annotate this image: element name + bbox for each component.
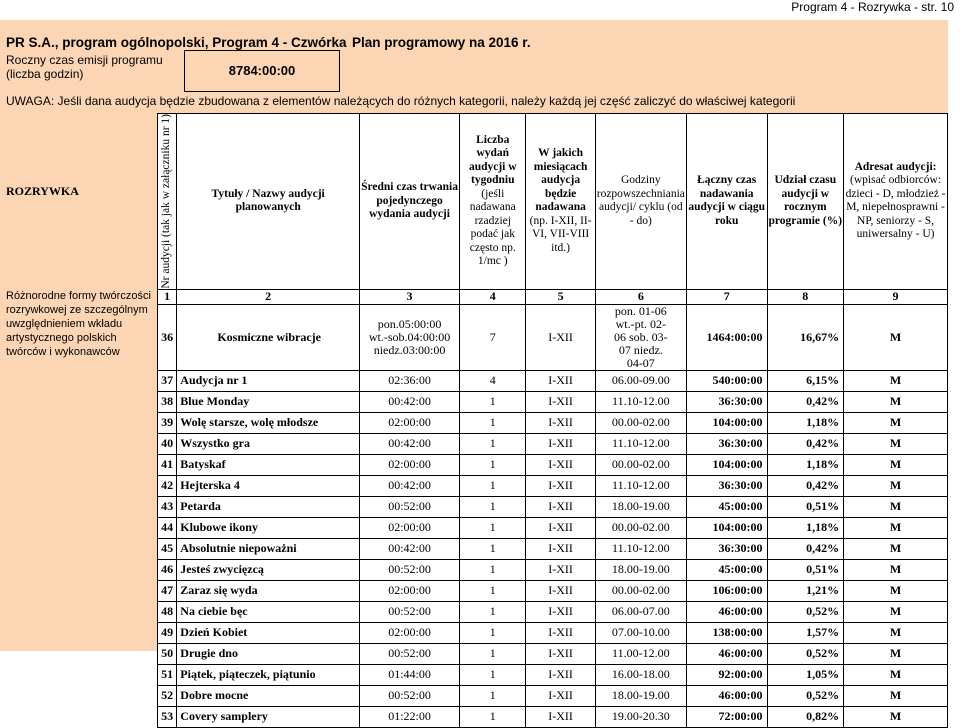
row-avg-time: 00:42:00: [360, 475, 460, 496]
header-nr: Nr audycji (tak jak w załączniku nr 1): [158, 114, 177, 290]
program-table: [157, 113, 948, 728]
row-months: I-XII: [526, 601, 595, 622]
column-number: 4: [460, 289, 526, 304]
row-share: 1,18%: [767, 454, 844, 475]
row-hours: 00.00-02.00: [595, 454, 686, 475]
row-title: Wolę starsze, wolę młodsze: [177, 412, 360, 433]
row-total: 138:00:00: [686, 622, 767, 643]
row-title: Dobre mocne: [177, 685, 360, 706]
row-number: 45: [158, 538, 177, 559]
row-hours: 11.10-12.00: [595, 391, 686, 412]
row-addressee: M: [844, 643, 948, 664]
row-count: 1: [460, 517, 526, 538]
row-hours: 11.10-12.00: [595, 538, 686, 559]
category-label: ROZRYWKA: [6, 184, 79, 198]
row-months: I-XII: [526, 496, 595, 517]
row-number: 37: [158, 370, 177, 391]
row-total: 540:00:00: [686, 370, 767, 391]
row-count: 1: [460, 643, 526, 664]
row-months: I-XII: [526, 622, 595, 643]
row-number: 49: [158, 622, 177, 643]
row-hours: 18.00-19.00: [595, 685, 686, 706]
row-avg-time: 02:00:00: [360, 454, 460, 475]
row-months: I-XII: [526, 643, 595, 664]
table-row: [158, 601, 948, 622]
row-total: 45:00:00: [686, 559, 767, 580]
row-count: 1: [460, 538, 526, 559]
row-addressee: M: [844, 370, 948, 391]
row-share: 1,18%: [767, 412, 844, 433]
row-title: Klubowe ikony: [177, 517, 360, 538]
row-addressee: M: [844, 622, 948, 643]
table-row: [158, 304, 948, 370]
row-addressee: M: [844, 433, 948, 454]
row-months: I-XII: [526, 580, 595, 601]
column-number: 8: [767, 289, 844, 304]
header-hours: Godziny rozpowszechniania audycji/ cyklu (od - do): [595, 114, 686, 290]
row-months: I-XII: [526, 517, 595, 538]
row-number: 47: [158, 580, 177, 601]
table-row: [158, 643, 948, 664]
row-share: 0,42%: [767, 475, 844, 496]
row-hours: 00.00-02.00: [595, 517, 686, 538]
row-total: 92:00:00: [686, 664, 767, 685]
row-number: 39: [158, 412, 177, 433]
page-title: [6, 35, 531, 50]
table-row: [158, 706, 948, 727]
row-share: 16,67%: [767, 304, 844, 370]
row-hours: 11.10-12.00: [595, 433, 686, 454]
row-months: I-XII: [526, 412, 595, 433]
row-number: 51: [158, 664, 177, 685]
row-months: I-XII: [526, 391, 595, 412]
row-months: I-XII: [526, 433, 595, 454]
table-row: [158, 622, 948, 643]
row-months: I-XII: [526, 538, 595, 559]
row-total: 1464:00:00: [686, 304, 767, 370]
row-addressee: M: [844, 601, 948, 622]
row-hours: 06.00-09.00: [595, 370, 686, 391]
row-addressee: M: [844, 496, 948, 517]
table-row: [158, 685, 948, 706]
row-title: Petarda: [177, 496, 360, 517]
row-share: 0,51%: [767, 559, 844, 580]
row-count: 1: [460, 496, 526, 517]
row-share: 6,15%: [767, 370, 844, 391]
row-title: Covery samplery: [177, 706, 360, 727]
row-count: 1: [460, 622, 526, 643]
row-avg-time: 02:00:00: [360, 517, 460, 538]
header-avg-time: Średni czas trwania pojedynczego wydania audycji: [360, 114, 460, 290]
row-total: 104:00:00: [686, 517, 767, 538]
row-number: 41: [158, 454, 177, 475]
row-total: 36:30:00: [686, 391, 767, 412]
row-months: I-XII: [526, 475, 595, 496]
row-total: 46:00:00: [686, 685, 767, 706]
row-number: 53: [158, 706, 177, 727]
row-avg-time: 00:42:00: [360, 538, 460, 559]
row-total: 45:00:00: [686, 496, 767, 517]
row-count: 1: [460, 664, 526, 685]
row-avg-time: 02:36:00: [360, 370, 460, 391]
row-count: 1: [460, 433, 526, 454]
row-count: 1: [460, 391, 526, 412]
row-share: 0,42%: [767, 433, 844, 454]
row-avg-time: pon.05:00:00 wt.-sob.04:00:00 niedz.03:00:00: [360, 304, 460, 370]
row-number: 50: [158, 643, 177, 664]
row-addressee: M: [844, 304, 948, 370]
row-addressee: M: [844, 517, 948, 538]
row-hours: pon. 01-06 wt.-pt. 02-06 sob. 03-07 niedz. 04-07: [595, 304, 686, 370]
table-row: [158, 538, 948, 559]
row-hours: 07.00-10.00: [595, 622, 686, 643]
row-addressee: M: [844, 391, 948, 412]
column-number: 1: [158, 289, 177, 304]
row-title: Zaraz się wyda: [177, 580, 360, 601]
table-body: [158, 370, 948, 727]
row-hours: 00.00-02.00: [595, 412, 686, 433]
row-hours: 06.00-07.00: [595, 601, 686, 622]
row-avg-time: 00:52:00: [360, 496, 460, 517]
row-share: 1,18%: [767, 517, 844, 538]
row-months: I-XII: [526, 454, 595, 475]
note-text: UWAGA: Jeśli dana audycja będzie zbudowana z elementów należących do różnych kategorii, należy każdą jej część zaliczyć do właściwej kategorii: [6, 94, 796, 108]
row-months: I-XII: [526, 559, 595, 580]
row-hours: 00.00-02.00: [595, 580, 686, 601]
row-months: I-XII: [526, 706, 595, 727]
row-title: Audycja nr 1: [177, 370, 360, 391]
annual-time-label: Roczny czas emisji programu (liczba godzin): [6, 53, 163, 81]
column-number: 7: [686, 289, 767, 304]
row-count: 1: [460, 412, 526, 433]
table-row: [158, 475, 948, 496]
header-count: Liczba wydań audycji w tygodniu (jeśli nadawana rzadziej podać jak często np. 1/mc ): [460, 114, 526, 290]
row-hours: 18.00-19.00: [595, 496, 686, 517]
column-numbers-row: [158, 289, 948, 304]
row-avg-time: 00:52:00: [360, 685, 460, 706]
page-header: Program 4 - Rozrywka - str. 10: [791, 0, 954, 14]
table-row: [158, 370, 948, 391]
table-header-row: [158, 114, 948, 290]
row-avg-time: 00:52:00: [360, 559, 460, 580]
table-row: [158, 664, 948, 685]
row-title: Piątek, piąteczek, piątunio: [177, 664, 360, 685]
row-number: 44: [158, 517, 177, 538]
row-hours: 11.10-12.00: [595, 475, 686, 496]
column-number: 6: [595, 289, 686, 304]
row-share: 0,52%: [767, 643, 844, 664]
column-number: 3: [360, 289, 460, 304]
row-hours: 11.00-12.00: [595, 643, 686, 664]
row-hours: 19.00-20.30: [595, 706, 686, 727]
row-title: Jesteś zwycięzcą: [177, 559, 360, 580]
broadcaster-title: PR S.A., program ogólnopolski, Program 4 - Czwórka: [6, 35, 347, 50]
row-count: 1: [460, 685, 526, 706]
category-description: Różnorodne formy twórczości rozrywkowej ze szczególnym uwzględnieniem wkładu artystycznego polskich twórców i wykonawców: [6, 290, 151, 358]
table-row: [158, 391, 948, 412]
row-share: 1,05%: [767, 664, 844, 685]
column-number: 2: [177, 289, 360, 304]
row-avg-time: 00:52:00: [360, 643, 460, 664]
row-avg-time: 00:52:00: [360, 601, 460, 622]
table-row: [158, 412, 948, 433]
row-avg-time: 01:22:00: [360, 706, 460, 727]
row-total: 36:30:00: [686, 433, 767, 454]
program-sheet: [0, 20, 948, 724]
row-addressee: M: [844, 454, 948, 475]
row-count: 7: [460, 304, 526, 370]
row-count: 1: [460, 580, 526, 601]
row-share: 0,52%: [767, 685, 844, 706]
row-avg-time: 02:00:00: [360, 580, 460, 601]
row-total: 104:00:00: [686, 454, 767, 475]
table-row: [158, 496, 948, 517]
row-total: 46:00:00: [686, 601, 767, 622]
row-count: 1: [460, 475, 526, 496]
row-share: 0,52%: [767, 601, 844, 622]
annual-time-value: 8784:00:00: [184, 50, 340, 92]
row-number: 52: [158, 685, 177, 706]
row-hours: 16.00-18.00: [595, 664, 686, 685]
row-avg-time: 01:44:00: [360, 664, 460, 685]
row-count: 1: [460, 454, 526, 475]
row-share: 1,57%: [767, 622, 844, 643]
row-share: 0,42%: [767, 538, 844, 559]
row-avg-time: 02:00:00: [360, 412, 460, 433]
row-count: 1: [460, 706, 526, 727]
row-title: Batyskaf: [177, 454, 360, 475]
row-total: 36:30:00: [686, 475, 767, 496]
row-total: 106:00:00: [686, 580, 767, 601]
row-months: I-XII: [526, 304, 595, 370]
row-addressee: M: [844, 706, 948, 727]
table-row: [158, 433, 948, 454]
table-row: [158, 517, 948, 538]
table-row: [158, 454, 948, 475]
row-total: 104:00:00: [686, 412, 767, 433]
row-count: 4: [460, 370, 526, 391]
row-title: Wszystko gra: [177, 433, 360, 454]
row-addressee: M: [844, 664, 948, 685]
row-hours: 18.00-19.00: [595, 559, 686, 580]
row-number: 48: [158, 601, 177, 622]
row-addressee: M: [844, 559, 948, 580]
row-addressee: M: [844, 685, 948, 706]
header-total: Łączny czas nadawania audycji w ciągu roku: [686, 114, 767, 290]
row-addressee: M: [844, 475, 948, 496]
row-title: Na ciebie bęc: [177, 601, 360, 622]
row-title: Dzień Kobiet: [177, 622, 360, 643]
row-avg-time: 00:42:00: [360, 433, 460, 454]
row-avg-time: 00:42:00: [360, 391, 460, 412]
row-number: 36: [158, 304, 177, 370]
column-number: 5: [526, 289, 595, 304]
header-months: W jakich miesiącach audycja będzie nadawana (np. I-XII, II-VI, VII-VIII itd.): [526, 114, 595, 290]
row-share: 0,51%: [767, 496, 844, 517]
column-number: 9: [844, 289, 948, 304]
row-total: 46:00:00: [686, 643, 767, 664]
row-addressee: M: [844, 412, 948, 433]
table-row: [158, 580, 948, 601]
row-count: 1: [460, 559, 526, 580]
row-number: 43: [158, 496, 177, 517]
row-title: Absolutnie niepoważni: [177, 538, 360, 559]
row-title: Kosmiczne wibracje: [177, 304, 360, 370]
row-number: 38: [158, 391, 177, 412]
row-total: 72:00:00: [686, 706, 767, 727]
row-months: I-XII: [526, 370, 595, 391]
row-avg-time: 02:00:00: [360, 622, 460, 643]
header-addressee: Adresat audycji: (wpisać odbiorców: dzieci - D, młodzież - M, niepełnosprawni - NP, seniorzy - S, uniwersalny - U): [844, 114, 948, 290]
row-total: 36:30:00: [686, 538, 767, 559]
row-number: 46: [158, 559, 177, 580]
header-titles: Tytuły / Nazwy audycji planowanych: [177, 114, 360, 290]
row-count: 1: [460, 601, 526, 622]
row-addressee: M: [844, 580, 948, 601]
row-share: 1,21%: [767, 580, 844, 601]
row-addressee: M: [844, 538, 948, 559]
row-months: I-XII: [526, 685, 595, 706]
header-share: Udział czasu audycji w rocznym programie (%): [767, 114, 844, 290]
row-months: I-XII: [526, 664, 595, 685]
table-row: [158, 559, 948, 580]
row-title: Blue Monday: [177, 391, 360, 412]
plan-title: Plan programowy na 2016 r.: [352, 35, 531, 50]
row-number: 42: [158, 475, 177, 496]
row-title: Drugie dno: [177, 643, 360, 664]
row-number: 40: [158, 433, 177, 454]
row-share: 0,42%: [767, 391, 844, 412]
row-share: 0,82%: [767, 706, 844, 727]
row-title: Hejterska 4: [177, 475, 360, 496]
